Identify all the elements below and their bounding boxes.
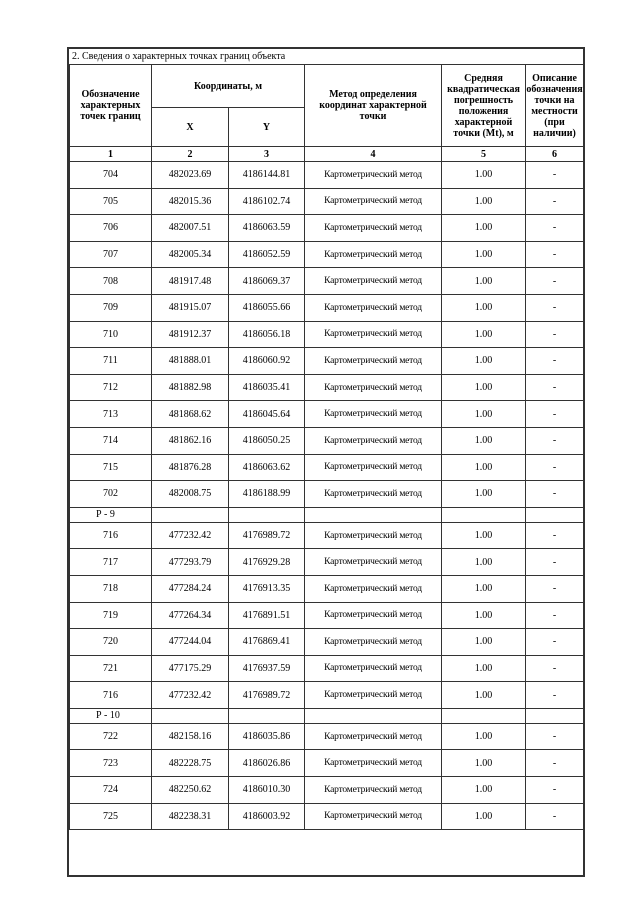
x-coordinate-cell: 477175.29 — [152, 655, 229, 682]
point-id-cell: 717 — [70, 549, 152, 576]
error-cell: 1.00 — [442, 268, 526, 295]
table-row — [70, 294, 584, 321]
x-coordinate-cell: 481862.16 — [152, 427, 229, 454]
error-cell: 1.00 — [442, 401, 526, 428]
y-coordinate-cell: 4186052.59 — [229, 241, 305, 268]
document-frame — [67, 47, 585, 877]
description-cell: - — [526, 188, 584, 215]
y-coordinate-cell: 4186035.86 — [229, 723, 305, 750]
empty-cell — [152, 708, 229, 723]
x-coordinate-cell: 482015.36 — [152, 188, 229, 215]
error-cell: 1.00 — [442, 629, 526, 656]
empty-cell — [305, 708, 442, 723]
description-cell: - — [526, 427, 584, 454]
method-cell: Картометрический метод — [305, 401, 442, 428]
empty-cell — [229, 507, 305, 522]
error-cell: 1.00 — [442, 481, 526, 508]
y-coordinate-cell: 4186102.74 — [229, 188, 305, 215]
description-cell: - — [526, 268, 584, 295]
method-cell: Картометрический метод — [305, 655, 442, 682]
table-row — [70, 241, 584, 268]
empty-cell — [305, 507, 442, 522]
method-cell: Картометрический метод — [305, 188, 442, 215]
y-coordinate-cell: 4176891.51 — [229, 602, 305, 629]
table-row — [70, 575, 584, 602]
error-cell: 1.00 — [442, 723, 526, 750]
group-row — [70, 708, 584, 723]
x-coordinate-cell: 481876.28 — [152, 454, 229, 481]
x-coordinate-cell: 477293.79 — [152, 549, 229, 576]
table-row — [70, 750, 584, 777]
x-coordinate-cell: 482238.31 — [152, 803, 229, 830]
method-cell: Картометрический метод — [305, 777, 442, 804]
group-label: Р - 10 — [70, 708, 152, 723]
method-cell: Картометрический метод — [305, 682, 442, 709]
error-cell: 1.00 — [442, 522, 526, 549]
description-cell: - — [526, 750, 584, 777]
y-coordinate-cell: 4186144.81 — [229, 162, 305, 189]
description-cell: - — [526, 481, 584, 508]
column-number: 1 — [70, 147, 152, 162]
table-row — [70, 655, 584, 682]
table-row — [70, 188, 584, 215]
x-coordinate-cell: 482228.75 — [152, 750, 229, 777]
description-cell: - — [526, 655, 584, 682]
error-cell: 1.00 — [442, 162, 526, 189]
method-cell: Картометрический метод — [305, 427, 442, 454]
x-coordinate-cell: 482158.16 — [152, 723, 229, 750]
method-cell: Картометрический метод — [305, 750, 442, 777]
x-coordinate-cell: 482023.69 — [152, 162, 229, 189]
description-cell: - — [526, 777, 584, 804]
x-coordinate-cell: 481915.07 — [152, 294, 229, 321]
method-cell: Картометрический метод — [305, 348, 442, 375]
point-id-cell: 721 — [70, 655, 152, 682]
description-cell: - — [526, 575, 584, 602]
method-cell: Картометрический метод — [305, 549, 442, 576]
x-coordinate-cell: 482008.75 — [152, 481, 229, 508]
method-cell: Картометрический метод — [305, 215, 442, 242]
error-cell: 1.00 — [442, 321, 526, 348]
error-cell: 1.00 — [442, 348, 526, 375]
point-id-cell: 707 — [70, 241, 152, 268]
point-id-cell: 719 — [70, 602, 152, 629]
method-cell: Картометрический метод — [305, 294, 442, 321]
point-id-cell: 708 — [70, 268, 152, 295]
x-coordinate-cell: 482005.34 — [152, 241, 229, 268]
empty-cell — [442, 708, 526, 723]
method-cell: Картометрический метод — [305, 575, 442, 602]
column-number: 4 — [305, 147, 442, 162]
point-id-cell: 712 — [70, 374, 152, 401]
table-row — [70, 401, 584, 428]
x-coordinate-cell: 481912.37 — [152, 321, 229, 348]
method-cell: Картометрический метод — [305, 241, 442, 268]
method-cell: Картометрический метод — [305, 803, 442, 830]
group-row — [70, 507, 584, 522]
error-cell: 1.00 — [442, 682, 526, 709]
empty-cell — [152, 507, 229, 522]
header-error: Средняя квадратическая погрешность положения характерной точки (Mt), м — [442, 65, 526, 147]
y-coordinate-cell: 4186188.99 — [229, 481, 305, 508]
description-cell: - — [526, 723, 584, 750]
empty-cell — [229, 708, 305, 723]
method-cell: Картометрический метод — [305, 321, 442, 348]
table-row — [70, 427, 584, 454]
y-coordinate-cell: 4186056.18 — [229, 321, 305, 348]
x-coordinate-cell: 477264.34 — [152, 602, 229, 629]
x-coordinate-cell: 477232.42 — [152, 522, 229, 549]
point-id-cell: 715 — [70, 454, 152, 481]
y-coordinate-cell: 4186045.64 — [229, 401, 305, 428]
description-cell: - — [526, 803, 584, 830]
table-row — [70, 215, 584, 242]
table-row — [70, 162, 584, 189]
error-cell: 1.00 — [442, 655, 526, 682]
error-cell: 1.00 — [442, 374, 526, 401]
error-cell: 1.00 — [442, 750, 526, 777]
y-coordinate-cell: 4186010.30 — [229, 777, 305, 804]
point-id-cell: 716 — [70, 522, 152, 549]
description-cell: - — [526, 294, 584, 321]
y-coordinate-cell: 4176989.72 — [229, 682, 305, 709]
point-id-cell: 706 — [70, 215, 152, 242]
point-id-cell: 710 — [70, 321, 152, 348]
x-coordinate-cell: 481868.62 — [152, 401, 229, 428]
header-coordinates: Координаты, м — [152, 65, 305, 108]
description-cell: - — [526, 522, 584, 549]
table-row — [70, 682, 584, 709]
column-number: 3 — [229, 147, 305, 162]
method-cell: Картометрический метод — [305, 522, 442, 549]
x-coordinate-cell: 481882.98 — [152, 374, 229, 401]
y-coordinate-cell: 4186063.62 — [229, 454, 305, 481]
y-coordinate-cell: 4186035.41 — [229, 374, 305, 401]
description-cell: - — [526, 629, 584, 656]
error-cell: 1.00 — [442, 777, 526, 804]
method-cell: Картометрический метод — [305, 723, 442, 750]
x-coordinate-cell: 481888.01 — [152, 348, 229, 375]
x-coordinate-cell: 477232.42 — [152, 682, 229, 709]
error-cell: 1.00 — [442, 803, 526, 830]
error-cell: 1.00 — [442, 602, 526, 629]
method-cell: Картометрический метод — [305, 454, 442, 481]
header-method: Метод определения координат характерной точки — [305, 65, 442, 147]
description-cell: - — [526, 348, 584, 375]
header-designation: Обозначение характерных точек границ — [70, 65, 152, 147]
y-coordinate-cell: 4176913.35 — [229, 575, 305, 602]
error-cell: 1.00 — [442, 454, 526, 481]
y-coordinate-cell: 4186003.92 — [229, 803, 305, 830]
header-x: X — [152, 108, 229, 147]
empty-cell — [526, 708, 584, 723]
x-coordinate-cell: 477284.24 — [152, 575, 229, 602]
empty-cell — [526, 507, 584, 522]
table-row — [70, 549, 584, 576]
point-id-cell: 714 — [70, 427, 152, 454]
empty-cell — [442, 507, 526, 522]
table-row — [70, 454, 584, 481]
table-row — [70, 602, 584, 629]
table-body — [70, 162, 584, 830]
error-cell: 1.00 — [442, 427, 526, 454]
error-cell: 1.00 — [442, 241, 526, 268]
point-id-cell: 720 — [70, 629, 152, 656]
point-id-cell: 718 — [70, 575, 152, 602]
y-coordinate-cell: 4176869.41 — [229, 629, 305, 656]
header-description: Описание обозначения точки на местности (при наличии) — [526, 65, 584, 147]
point-id-cell: 702 — [70, 481, 152, 508]
table-row — [70, 268, 584, 295]
point-id-cell: 722 — [70, 723, 152, 750]
error-cell: 1.00 — [442, 294, 526, 321]
point-id-cell: 709 — [70, 294, 152, 321]
section-title: 2. Сведения о характерных точках границ объекта — [69, 49, 583, 65]
description-cell: - — [526, 241, 584, 268]
method-cell: Картометрический метод — [305, 268, 442, 295]
description-cell: - — [526, 374, 584, 401]
y-coordinate-cell: 4176937.59 — [229, 655, 305, 682]
points-table — [69, 64, 584, 830]
description-cell: - — [526, 454, 584, 481]
y-coordinate-cell: 4186026.86 — [229, 750, 305, 777]
table-row — [70, 374, 584, 401]
description-cell: - — [526, 321, 584, 348]
method-cell: Картометрический метод — [305, 374, 442, 401]
y-coordinate-cell: 4186055.66 — [229, 294, 305, 321]
table-row — [70, 629, 584, 656]
table-row — [70, 522, 584, 549]
point-id-cell: 724 — [70, 777, 152, 804]
y-coordinate-cell: 4176989.72 — [229, 522, 305, 549]
x-coordinate-cell: 482250.62 — [152, 777, 229, 804]
method-cell: Картометрический метод — [305, 162, 442, 189]
table-row — [70, 777, 584, 804]
description-cell: - — [526, 682, 584, 709]
y-coordinate-cell: 4186060.92 — [229, 348, 305, 375]
error-cell: 1.00 — [442, 188, 526, 215]
point-id-cell: 723 — [70, 750, 152, 777]
point-id-cell: 704 — [70, 162, 152, 189]
point-id-cell: 705 — [70, 188, 152, 215]
table-row — [70, 481, 584, 508]
table-row — [70, 803, 584, 830]
group-label: Р - 9 — [70, 507, 152, 522]
description-cell: - — [526, 549, 584, 576]
column-number: 2 — [152, 147, 229, 162]
x-coordinate-cell: 481917.48 — [152, 268, 229, 295]
x-coordinate-cell: 482007.51 — [152, 215, 229, 242]
method-cell: Картометрический метод — [305, 602, 442, 629]
point-id-cell: 725 — [70, 803, 152, 830]
table-row — [70, 723, 584, 750]
table-row — [70, 321, 584, 348]
method-cell: Картометрический метод — [305, 481, 442, 508]
column-number: 5 — [442, 147, 526, 162]
point-id-cell: 713 — [70, 401, 152, 428]
error-cell: 1.00 — [442, 215, 526, 242]
method-cell: Картометрический метод — [305, 629, 442, 656]
header-y: Y — [229, 108, 305, 147]
error-cell: 1.00 — [442, 575, 526, 602]
y-coordinate-cell: 4176929.28 — [229, 549, 305, 576]
error-cell: 1.00 — [442, 549, 526, 576]
description-cell: - — [526, 401, 584, 428]
table-row — [70, 348, 584, 375]
y-coordinate-cell: 4186069.37 — [229, 268, 305, 295]
description-cell: - — [526, 602, 584, 629]
y-coordinate-cell: 4186050.25 — [229, 427, 305, 454]
y-coordinate-cell: 4186063.59 — [229, 215, 305, 242]
point-id-cell: 711 — [70, 348, 152, 375]
column-number: 6 — [526, 147, 584, 162]
point-id-cell: 716 — [70, 682, 152, 709]
description-cell: - — [526, 215, 584, 242]
description-cell: - — [526, 162, 584, 189]
x-coordinate-cell: 477244.04 — [152, 629, 229, 656]
